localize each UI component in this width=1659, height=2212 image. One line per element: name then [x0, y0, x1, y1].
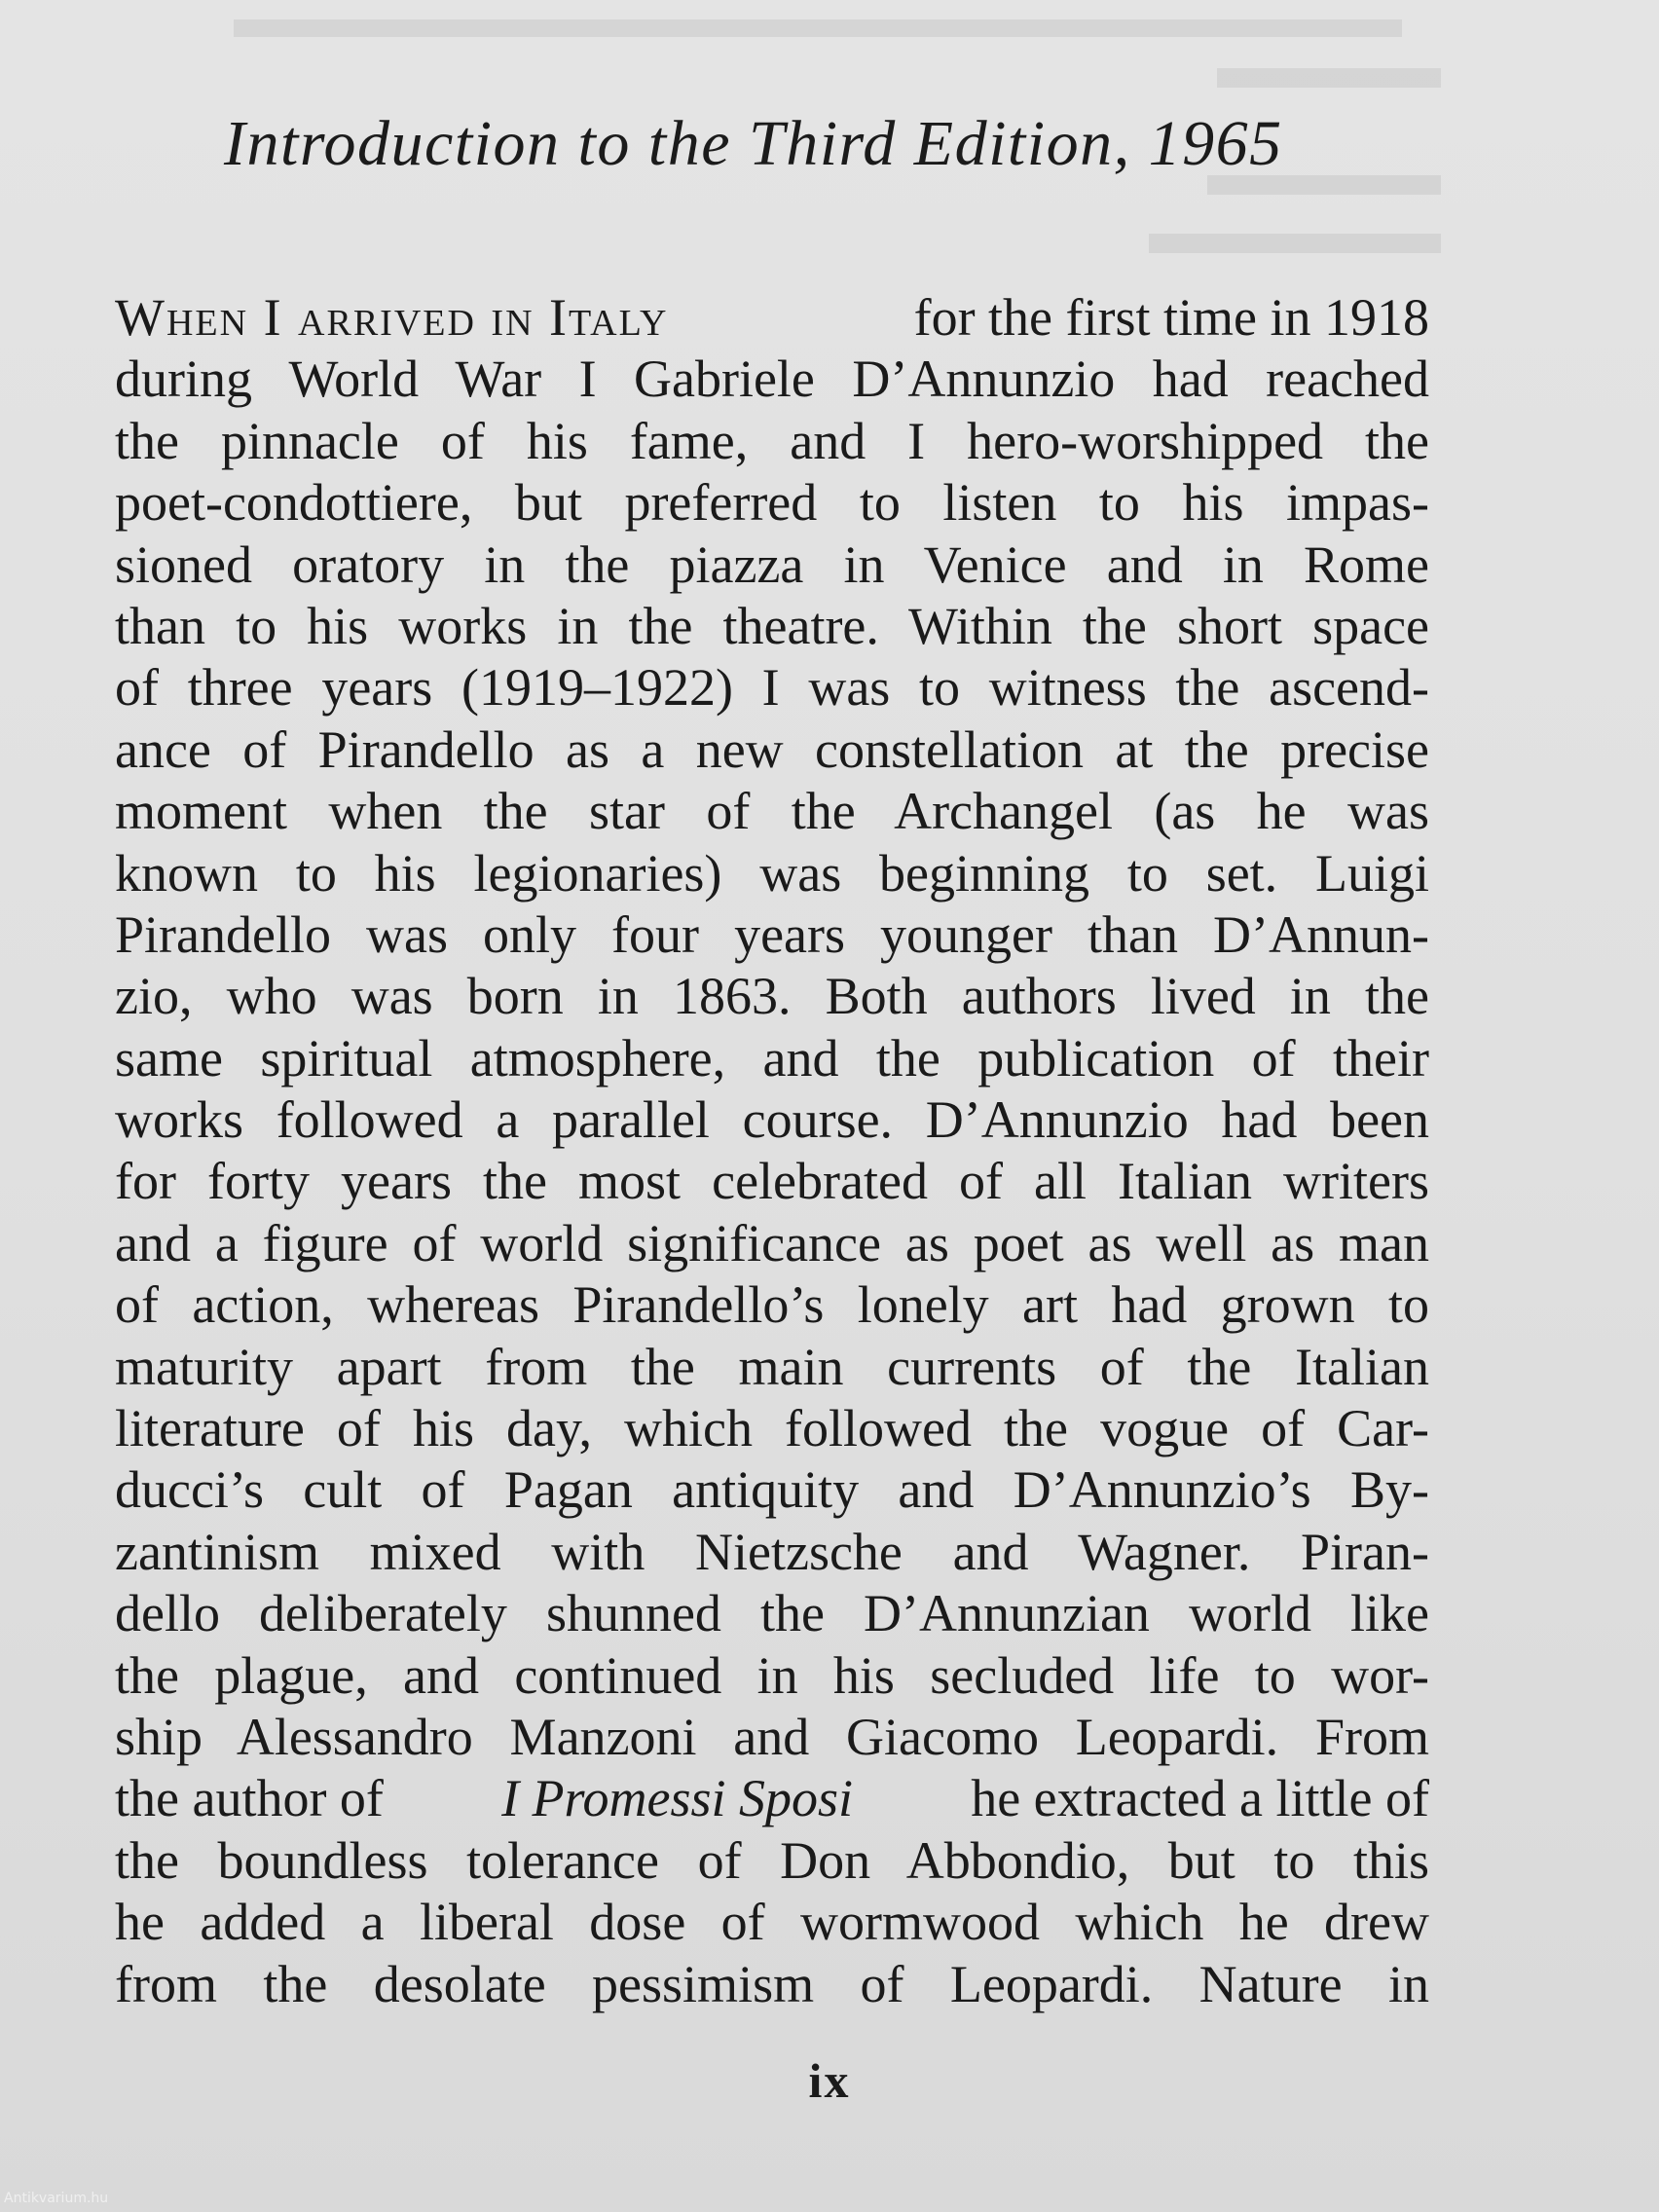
- text-line: [115, 1954, 1429, 2015]
- text-line: [115, 1089, 1429, 1151]
- text-line-content: and a figure of world significance as poet as well as man: [115, 1213, 1429, 1272]
- text-line-content: moment when the star of the Archangel (as he was: [115, 782, 1429, 841]
- text-line: [115, 1274, 1429, 1336]
- chapter-title: Introduction to the Third Edition, 1965: [224, 108, 1283, 179]
- text-line: [115, 781, 1429, 842]
- text-line-content: the plague, and continued in his secluded life to wor-: [115, 1645, 1429, 1705]
- text-line-content: Pirandello was only four years younger than D’Annun-: [115, 904, 1429, 964]
- text-line-content: maturity apart from the main currents of the Italian: [115, 1337, 1429, 1396]
- text-line-content: than to his works in the theatre. Within the short space: [115, 596, 1429, 655]
- text-line: [115, 535, 1429, 596]
- text-line: [115, 472, 1429, 534]
- text-line-content: literature of his day, which followed the vogue of Car-: [115, 1399, 1429, 1458]
- text-line: [115, 1583, 1429, 1644]
- text-line: [115, 1892, 1429, 1953]
- text-line: [115, 596, 1429, 657]
- text-line: [115, 411, 1429, 472]
- text-line-content: works followed a parallel course. D’Annunzio had been: [115, 1090, 1429, 1150]
- text-line: [115, 1398, 1429, 1459]
- text-line-content: dello deliberately shunned the D’Annunzian world like: [115, 1584, 1429, 1643]
- text-line-content: same spiritual atmosphere, and the publication of their: [115, 1028, 1429, 1088]
- text-line: [115, 1459, 1429, 1521]
- watermark: Antikvarium.hu: [4, 2191, 109, 2206]
- text-line-content: sioned oratory in the piazza in Venice and in Rome: [115, 535, 1429, 594]
- text-line-content: ducci’s cult of Pagan antiquity and D’Annunzio’s By-: [115, 1460, 1429, 1520]
- text-line: [115, 843, 1429, 904]
- text-line-content: he added a liberal dose of wormwood which he drew: [115, 1893, 1429, 1952]
- text-line: [115, 1645, 1429, 1707]
- text-line-content: the boundless tolerance of Don Abbondio, but to this: [115, 1830, 1429, 1890]
- text-line-content: of three years (1919–1922) I was to witness the ascend-: [115, 658, 1429, 718]
- text-line: [115, 719, 1429, 781]
- text-line-content: poet-condottiere, but preferred to listen to his impas-: [115, 473, 1429, 533]
- text-line: [115, 966, 1429, 1027]
- page-number: ix: [808, 2053, 851, 2108]
- text-line: [115, 349, 1429, 410]
- text-line: [115, 1522, 1429, 1583]
- text-line-content: zantinism mixed with Nietzsche and Wagner. Piran-: [115, 1522, 1429, 1581]
- text-line-content: for forty years the most celebrated of all Italian writers: [115, 1152, 1429, 1211]
- text-line-content: known to his legionaries) was beginning to set. Luigi: [115, 843, 1429, 903]
- text-segment: the author of: [115, 1769, 384, 1828]
- text-line: [115, 1213, 1429, 1274]
- text-line: [115, 287, 1429, 349]
- text-line: [115, 657, 1429, 719]
- text-line: [115, 904, 1429, 966]
- text-line-content: of action, whereas Pirandello’s lonely art had grown to: [115, 1275, 1429, 1335]
- text-line-content: from the desolate pessimism of Leopardi. Nature in: [115, 1954, 1429, 2013]
- book-title-italic: I Promessi Sposi: [501, 1769, 854, 1828]
- text-line: [115, 1707, 1429, 1768]
- text-line-content: the pinnacle of his fame, and I hero-worshipped the: [115, 411, 1429, 470]
- text-segment: he extracted a little of: [971, 1769, 1429, 1828]
- text-line: [115, 1028, 1429, 1089]
- text-line-rest: for the first time in 1918: [913, 288, 1429, 347]
- text-line-content: zio, who was born in 1863. Both authors lived in the: [115, 967, 1429, 1026]
- lead-small-caps: When I arrived in Italy: [115, 288, 669, 347]
- text-line: [115, 1830, 1429, 1892]
- text-line-content: during World War I Gabriele D’Annunzio had reached: [115, 350, 1429, 409]
- text-line-content: ance of Pirandello as a new constellation at the precise: [115, 719, 1429, 779]
- text-line: [115, 1337, 1429, 1398]
- text-line-content: ship Alessandro Manzoni and Giacomo Leopardi. From: [115, 1707, 1429, 1766]
- text-line: [115, 1768, 1429, 1829]
- body-text: [115, 287, 1429, 2015]
- text-line: [115, 1151, 1429, 1212]
